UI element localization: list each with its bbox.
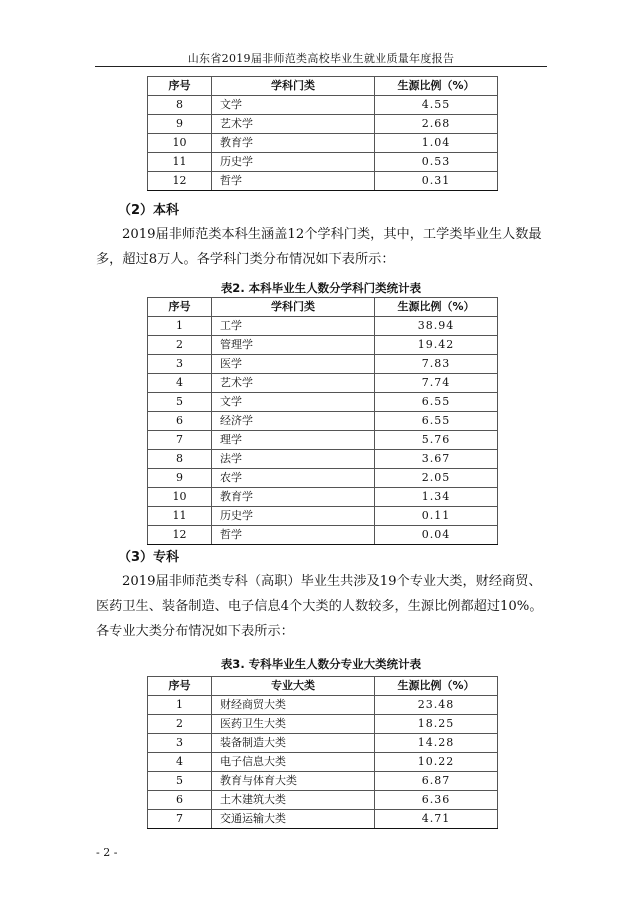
table-header-row [148, 77, 498, 96]
percentage-value: 6.87 [375, 772, 498, 791]
row-index: 9 [148, 115, 212, 134]
table-row [148, 810, 498, 829]
table-row [148, 317, 498, 336]
column-header: 专业大类 [212, 677, 375, 696]
row-index: 7 [148, 431, 212, 450]
table-2 [147, 297, 498, 545]
category-name: 交通运输大类 [212, 810, 375, 829]
table-2-caption: 表2. 本科毕业生人数分学科门类统计表 [220, 281, 422, 295]
table-row [148, 772, 498, 791]
percentage-value: 0.31 [375, 172, 498, 191]
percentage-value: 4.55 [375, 96, 498, 115]
table-row [148, 134, 498, 153]
percentage-value: 38.94 [375, 317, 498, 336]
percentage-value: 1.04 [375, 134, 498, 153]
category-name: 装备制造大类 [212, 734, 375, 753]
row-index: 11 [148, 507, 212, 526]
row-index: 12 [148, 526, 212, 545]
row-index: 8 [148, 96, 212, 115]
table-row [148, 374, 498, 393]
table-1 [147, 76, 498, 191]
column-header: 学科门类 [212, 298, 375, 317]
percentage-value: 0.04 [375, 526, 498, 545]
table-row [148, 412, 498, 431]
percentage-value: 18.25 [375, 715, 498, 734]
column-header: 序号 [148, 677, 212, 696]
row-index: 4 [148, 374, 212, 393]
category-name: 教育学 [212, 488, 375, 507]
row-index: 1 [148, 317, 212, 336]
percentage-value: 3.67 [375, 450, 498, 469]
percentage-value: 19.42 [375, 336, 498, 355]
percentage-value: 4.71 [375, 810, 498, 829]
percentage-value: 2.05 [375, 469, 498, 488]
table-row [148, 753, 498, 772]
table-row [148, 96, 498, 115]
percentage-value: 5.76 [375, 431, 498, 450]
section-title-vocational: （3）专科 [118, 550, 180, 565]
category-name: 法学 [212, 450, 375, 469]
percentage-value: 23.48 [375, 696, 498, 715]
category-name: 医学 [212, 355, 375, 374]
percentage-value: 0.11 [375, 507, 498, 526]
category-name: 理学 [212, 431, 375, 450]
row-index: 10 [148, 488, 212, 507]
page-number: - 2 - [96, 846, 118, 859]
category-name: 医药卫生大类 [212, 715, 375, 734]
row-index: 5 [148, 393, 212, 412]
row-index: 6 [148, 412, 212, 431]
row-index: 8 [148, 450, 212, 469]
row-index: 3 [148, 355, 212, 374]
row-index: 2 [148, 336, 212, 355]
column-header: 序号 [148, 77, 212, 96]
paragraph-vocational: 2019届非师范类专科（高职）毕业生共涉及19个专业大类，财经商贸、医药卫生、装备制造、电子信息4个大类的人数较多，生源比例都超过10%。各专业大类分布情况如下表所示： [96, 574, 543, 639]
row-index: 12 [148, 172, 212, 191]
table-row [148, 507, 498, 526]
row-index: 10 [148, 134, 212, 153]
percentage-value: 0.53 [375, 153, 498, 172]
percentage-value: 7.74 [375, 374, 498, 393]
category-name: 文学 [212, 96, 375, 115]
table-row [148, 355, 498, 374]
category-name: 经济学 [212, 412, 375, 431]
row-index: 5 [148, 772, 212, 791]
percentage-value: 10.22 [375, 753, 498, 772]
percentage-value: 6.55 [375, 412, 498, 431]
category-name: 教育学 [212, 134, 375, 153]
category-name: 文学 [212, 393, 375, 412]
section-title-undergraduate: （2）本科 [118, 203, 180, 218]
category-name: 哲学 [212, 172, 375, 191]
table-row [148, 336, 498, 355]
category-name: 财经商贸大类 [212, 696, 375, 715]
percentage-value: 14.28 [375, 734, 498, 753]
category-name: 艺术学 [212, 115, 375, 134]
category-name: 历史学 [212, 153, 375, 172]
category-name: 电子信息大类 [212, 753, 375, 772]
table-row [148, 393, 498, 412]
header-rule [95, 66, 547, 67]
table-header-row [148, 298, 498, 317]
percentage-value: 1.34 [375, 488, 498, 507]
table-3-caption: 表3. 专科毕业生人数分专业大类统计表 [220, 657, 422, 671]
row-index: 1 [148, 696, 212, 715]
row-index: 7 [148, 810, 212, 829]
table-row [148, 469, 498, 488]
table-row [148, 115, 498, 134]
category-name: 管理学 [212, 336, 375, 355]
row-index: 9 [148, 469, 212, 488]
category-name: 艺术学 [212, 374, 375, 393]
category-name: 农学 [212, 469, 375, 488]
row-index: 6 [148, 791, 212, 810]
percentage-value: 6.55 [375, 393, 498, 412]
table-row [148, 791, 498, 810]
running-header: 山东省2019届非师范类高校毕业生就业质量年度报告 [187, 52, 455, 65]
category-name: 哲学 [212, 526, 375, 545]
column-header: 学科门类 [212, 77, 375, 96]
table-3 [147, 676, 498, 829]
paragraph-undergraduate: 2019届非师范类本科生涵盖12个学科门类，其中，工学类毕业生人数最多，超过8万人。各学科门类分布情况如下表所示： [96, 227, 542, 267]
table-row [148, 153, 498, 172]
table-row [148, 734, 498, 753]
table-row [148, 488, 498, 507]
row-index: 11 [148, 153, 212, 172]
column-header: 生源比例（%） [375, 77, 498, 96]
table-row [148, 526, 498, 545]
table-row [148, 696, 498, 715]
table-row [148, 172, 498, 191]
category-name: 工学 [212, 317, 375, 336]
percentage-value: 7.83 [375, 355, 498, 374]
percentage-value: 6.36 [375, 791, 498, 810]
column-header: 序号 [148, 298, 212, 317]
table-row [148, 431, 498, 450]
table-header-row [148, 677, 498, 696]
row-index: 3 [148, 734, 212, 753]
table-row [148, 450, 498, 469]
category-name: 历史学 [212, 507, 375, 526]
row-index: 2 [148, 715, 212, 734]
table-row [148, 715, 498, 734]
column-header: 生源比例（%） [375, 677, 498, 696]
category-name: 教育与体育大类 [212, 772, 375, 791]
column-header: 生源比例（%） [375, 298, 498, 317]
percentage-value: 2.68 [375, 115, 498, 134]
category-name: 土木建筑大类 [212, 791, 375, 810]
row-index: 4 [148, 753, 212, 772]
